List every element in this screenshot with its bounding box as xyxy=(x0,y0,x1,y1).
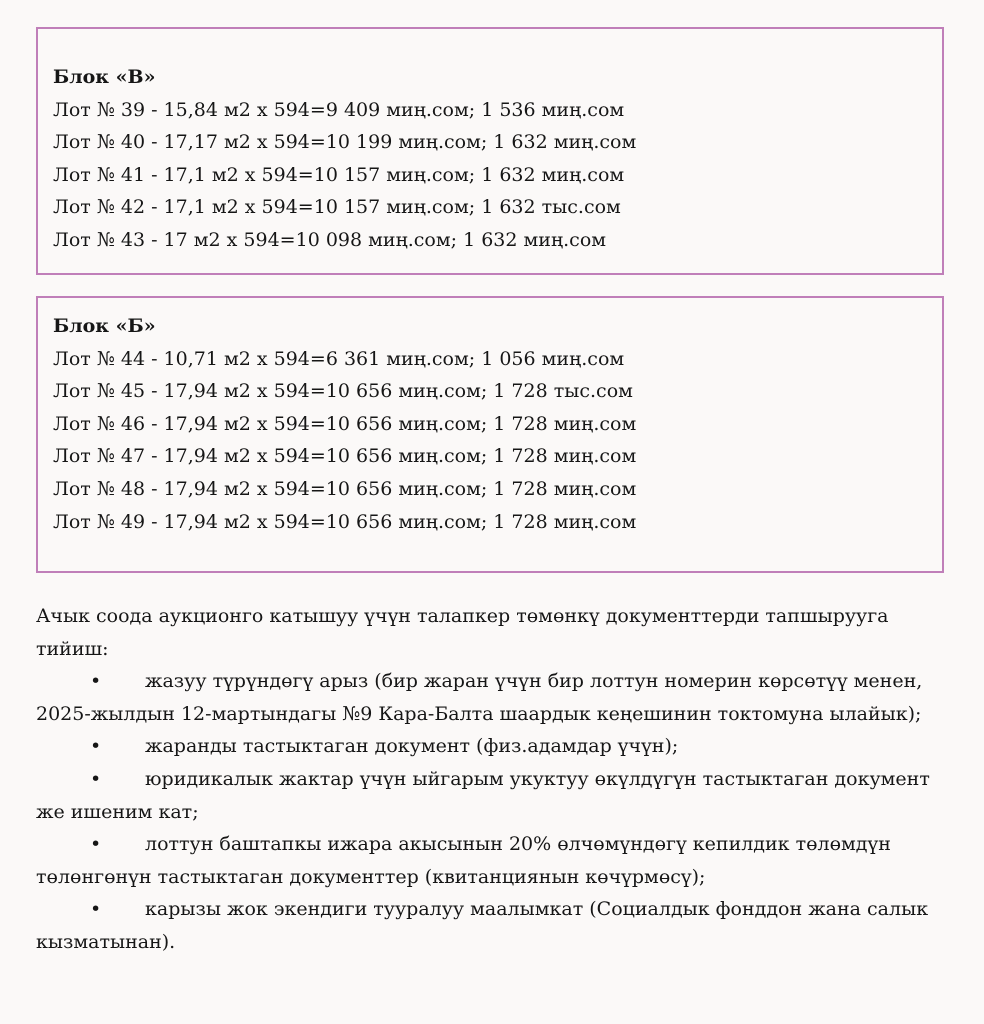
requirement-text: жазуу түрүндөгү арыз (бир жаран үчүн бир лоттун номерин көрсөтүү менен, 2025-жылдын 12-мартындагы №9 Кара-Балта шаардык кеңешинин токтомуна ылайык); xyxy=(36,670,923,725)
lot-line: Лот № 44 - 10,71 м2 х 594=6 361 миң.сом; 1 056 миң.сом xyxy=(53,347,625,370)
bullet-icon: • xyxy=(90,833,102,856)
lot-line: Лот № 48 - 17,94 м2 х 594=10 656 миң.сом; 1 728 миң.сом xyxy=(53,477,637,500)
requirement-item xyxy=(36,763,948,828)
requirements-section xyxy=(36,600,948,959)
lot-line: Лот № 39 - 15,84 м2 х 594=9 409 миң.сом; 1 536 миң.сом xyxy=(53,98,625,121)
requirement-text: лоттун баштапкы ижара акысынын 20% өлчөмүндөгү кепилдик төлөмдүн төлөнгөнүн тастыктаган документтер (квитанциянын көчүрмөсү); xyxy=(36,833,891,888)
lot-line: Лот № 49 - 17,94 м2 х 594=10 656 миң.сом; 1 728 миң.сом xyxy=(53,510,637,533)
lot-line: Лот № 42 - 17,1 м2 х 594=10 157 миң.сом; 1 632 тыс.сом xyxy=(53,196,621,219)
lot-line: Лот № 41 - 17,1 м2 х 594=10 157 миң.сом; 1 632 миң.сом xyxy=(53,163,625,186)
lot-block-b xyxy=(36,296,944,573)
requirement-item xyxy=(36,828,948,893)
lot-line: Лот № 46 - 17,94 м2 х 594=10 656 миң.сом; 1 728 миң.сом xyxy=(53,412,637,435)
bullet-icon: • xyxy=(90,735,102,758)
block-title: Блок «Б» xyxy=(53,315,156,337)
lot-line: Лот № 45 - 17,94 м2 х 594=10 656 миң.сом; 1 728 тыс.сом xyxy=(53,380,633,403)
requirement-item xyxy=(36,893,948,958)
bullet-icon: • xyxy=(90,898,102,921)
bullet-icon: • xyxy=(90,767,102,790)
requirement-text: жаранды тастыктаган документ (физ.адамдар үчүн); xyxy=(145,735,679,758)
requirement-text: юридикалык жактар үчүн ыйгарым укуктуу өкүлдүгүн тастыктаган документ же ишеним кат; xyxy=(36,767,930,823)
lot-block-v xyxy=(36,27,944,275)
requirement-item xyxy=(36,665,948,730)
block-title: Блок «В» xyxy=(53,66,156,88)
lot-line: Лот № 40 - 17,17 м2 х 594=10 199 миң.сом; 1 632 миң.сом xyxy=(53,131,637,154)
bullet-icon: • xyxy=(90,670,102,693)
requirement-text: карызы жок экендиги тууралуу маалымкат (Социалдык фонддон жана салык кызматынан). xyxy=(36,898,929,953)
intro-paragraph: Ачык соода аукционго катышуу үчүн талапкер төмөнкү документтерди тапшырууга тийиш: xyxy=(36,605,889,660)
requirement-item xyxy=(36,730,948,763)
lot-line: Лот № 47 - 17,94 м2 х 594=10 656 миң.сом; 1 728 миң.сом xyxy=(53,445,637,468)
lot-line: Лот № 43 - 17 м2 х 594=10 098 миң.сом; 1 632 миң.сом xyxy=(53,228,607,251)
